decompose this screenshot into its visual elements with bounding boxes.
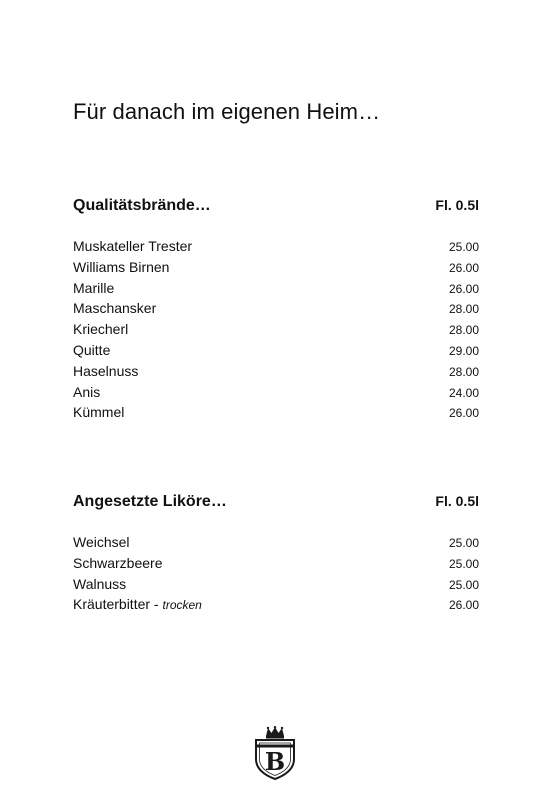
list-item <box>73 342 479 363</box>
list-item <box>73 384 479 405</box>
item-price: 28.00 <box>448 323 479 338</box>
item-name: Haselnuss <box>73 362 139 379</box>
list-item <box>73 238 479 259</box>
item-note: trocken <box>162 598 202 613</box>
section-header <box>73 493 479 515</box>
item-price: 28.00 <box>448 364 479 379</box>
list-item <box>73 363 479 384</box>
list-item <box>73 576 479 597</box>
section-title: Angesetzte Liköre… <box>73 493 227 510</box>
item-name: Kümmel <box>73 404 125 421</box>
list-item <box>73 404 479 425</box>
item-name: Marille <box>73 279 115 296</box>
section-unit: Fl. 0.5l <box>435 493 479 509</box>
item-name: Quitte <box>73 341 111 358</box>
item-price: 26.00 <box>448 260 479 275</box>
crowned-b-crest-icon <box>252 726 298 780</box>
section-angesetzte-likoere <box>73 493 479 617</box>
item-name-wrap <box>73 596 202 614</box>
item-price: 25.00 <box>448 240 479 254</box>
item-name: Kräuterbitter - <box>73 596 163 613</box>
section-qualitaetsbraende <box>73 197 479 425</box>
item-price: 26.00 <box>448 598 479 613</box>
item-price: 25.00 <box>448 536 479 550</box>
item-name: Anis <box>73 383 101 400</box>
item-price: 25.00 <box>448 556 479 571</box>
item-name: Weichsel <box>73 534 130 550</box>
item-name: Schwarzbeere <box>73 554 163 571</box>
item-name: Muskateller Trester <box>73 238 193 254</box>
section-header <box>73 197 479 219</box>
logo-letter: B <box>264 747 286 776</box>
item-price: 25.00 <box>448 577 479 592</box>
item-list <box>73 534 479 617</box>
item-name: Maschansker <box>73 300 157 317</box>
item-price: 26.00 <box>448 281 479 296</box>
item-price: 24.00 <box>448 385 479 400</box>
item-list <box>73 238 479 425</box>
page-title: Für danach im eigenen Heim… <box>73 99 381 124</box>
item-price: 28.00 <box>448 302 479 317</box>
section-title: Qualitätsbrände… <box>73 197 211 214</box>
list-item <box>73 300 479 321</box>
item-name: Kriecherl <box>73 321 129 338</box>
item-name: Walnuss <box>73 575 127 592</box>
item-name: Williams Birnen <box>73 258 170 275</box>
item-price: 26.00 <box>448 406 479 421</box>
item-price: 29.00 <box>448 343 479 358</box>
list-item <box>73 596 479 617</box>
list-item <box>73 280 479 301</box>
section-unit: Fl. 0.5l <box>435 197 479 213</box>
list-item <box>73 321 479 342</box>
list-item <box>73 534 479 555</box>
list-item <box>73 555 479 576</box>
list-item <box>73 259 479 280</box>
